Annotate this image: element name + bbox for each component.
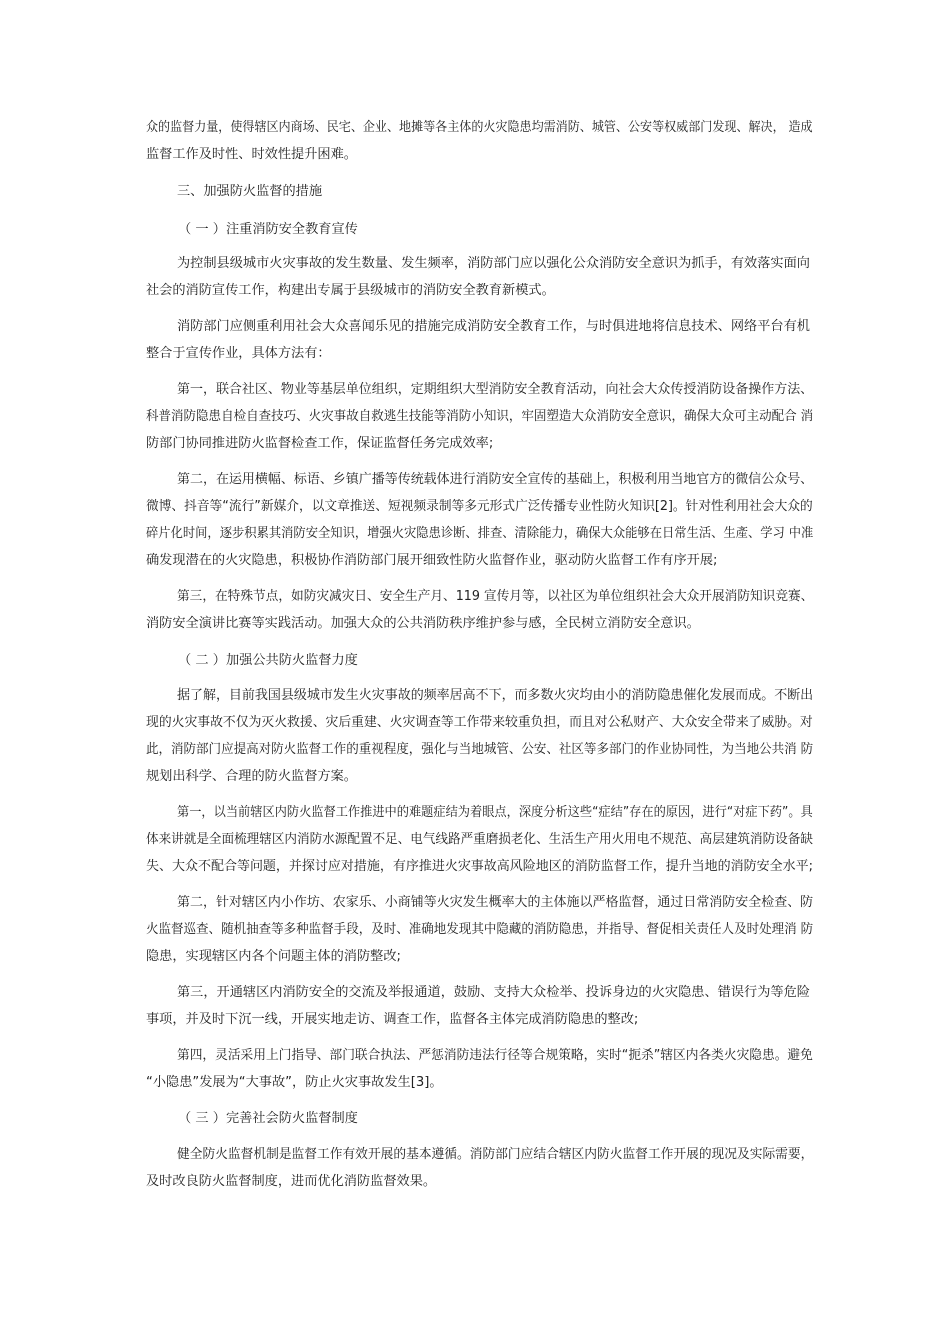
subsection-heading: （ 三 ）完善社会防火监督制度 (178, 1111, 358, 1126)
body-text-line: 规划出科学、合理的防火监督方案。 (146, 769, 357, 784)
body-text-line: 健全防火监督机制是监督工作有效开展的基本遵循。消防部门应结合辖区内防火监督工作开展的现况及实际需要， (177, 1147, 814, 1162)
body-text-line: 消防部门应侧重利用社会大众喜闻乐见的措施完成消防安全教育工作，与时俱进地将信息技术、网络平台有机 (177, 319, 810, 334)
body-text-line: 碎片化时间，逐步积累其消防安全知识，增强火灾隐患诊断、排查、清除能力，确保大众能够在日常生活、生產、学习 中准 (146, 526, 814, 541)
body-text-line: 火监督巡查、随机抽查等多种监督手段，及时、准确地发现其中隐藏的消防隐患，并指导、督促相关责任人及时处理消 防 (146, 922, 814, 937)
body-text-line: 整合于宣传作业，具体方法有： (146, 346, 331, 361)
body-text-line: 第三，开通辖区内消防安全的交流及举报通道，鼓励、支持大众检举、投诉身边的火灾隐患、错误行为等危险 (177, 985, 810, 1000)
body-text-line: 事项，并及时下沉一线，开展实地走访、调查工作，监督各主体完成消防隐患的整改; (146, 1012, 639, 1027)
section-heading: 三、加强防火监督的措施 (177, 184, 323, 199)
body-text-line: 第一，以当前辖区内防火监督工作推进中的难题症结为着眼点，深度分析这些“症结”存在的原因，进行“对症下药”。具 (177, 805, 813, 820)
body-text-line: 现的火灾事故不仅为灭火救援、灾后重建、火灾调查等工作带来较重负担，而且对公私财产、大众安全带来了威胁。对 (146, 715, 813, 730)
body-text-line: 监督工作及时性、时效性提升困难。 (146, 147, 357, 162)
body-text-line: 第二，在运用横幅、标语、乡镇广播等传统载体进行消防安全宣传的基础上，积极利用当地官方的微信公众号、 (177, 472, 814, 487)
body-text-line: 消防安全演讲比赛等实践活动。加强大众的公共消防秩序维护参与感，全民树立消防安全意识。 (146, 616, 700, 631)
body-text-line: 第一，联合社区、物业等基层单位组织，定期组织大型消防安全教育活动，向社会大众传授消防设备操作方法、 (177, 382, 814, 397)
body-text-line: 第二，针对辖区内小作坊、农家乐、小商铺等火灾发生概率大的主体施以严格监督，通过日常消防安全检查、防 (177, 895, 814, 910)
body-text-line: 防部门协同推进防火监督检查工作，保证监督任务完成效率; (146, 436, 494, 451)
subsection-heading: （ 一 ）注重消防安全教育宣传 (178, 222, 358, 237)
body-text-line: 此，消防部门应提高对防火监督工作的重视程度，强化与当地城管、公安、社区等多部门的作业协同性，为当地公共消 防 (146, 742, 814, 757)
body-text-line: 确发现潜在的火灾隐患，积极协作消防部门展开细致性防火监督作业，驱动防火监督工作有序开展; (146, 553, 718, 568)
body-text-line: 科普消防隐患自检自查技巧、火灾事故自救逃生技能等消防小知识，牢固塑造大众消防安全意识，确保大众可主动配合 消 (146, 409, 814, 424)
body-text-line: 众的监督力量，使得辖区内商场、民宅、企业、地摊等各主体的火灾隐患均需消防、城管、公安等权威部门发现、解决， 造成 (146, 120, 813, 135)
body-text-line: 据了解，目前我国县级城市发生火灾事故的频率居高不下，而多数火灾均由小的消防隐患催化发展而成。不断出 (177, 688, 814, 703)
body-text-line: 第四，灵活采用上门指导、部门联合执法、严惩消防违法行径等合规策略，实时“扼杀”辖区内各类火灾隐患。避免 (177, 1048, 813, 1063)
subsection-heading: （ 二 ）加强公共防火监督力度 (178, 653, 358, 668)
body-text-line: 隐患，实现辖区内各个问题主体的消防整改; (146, 949, 402, 964)
body-text-line: 失、大众不配合等问题，并探讨应对措施，有序推进火灾事故高风险地区的消防监督工作，提升当地的消防安全水平; (146, 859, 813, 874)
body-text-line: 及时改良防火监督制度，进而优化消防监督效果。 (146, 1174, 437, 1189)
body-text-line: 体来讲就是全面梳理辖区内消防水源配置不足、电气线路严重磨损老化、生活生产用火用电不规范、高层建筑消防设备缺 (146, 832, 813, 847)
body-text-line: 微博、抖音等“流行”新媒介，以文章推送、短视频录制等多元形式广泛传播专业性防火知识[2]。针对性利用社会大众的 (146, 499, 813, 514)
body-text-line: 社会的消防宣传工作，构建出专属于县级城市的消防安全教育新模式。 (146, 283, 555, 298)
body-text-line: “小隐患”发展为“大事故”，防止火灾事故发生[3]。 (146, 1075, 443, 1090)
body-text-line: 为控制县级城市火灾事故的发生数量、发生频率，消防部门应以强化公众消防安全意识为抓手，有效落实面向 (177, 256, 810, 271)
body-text-line: 第三，在特殊节点，如防灾减灾日、安全生产月、119 宣传月等，以社区为单位组织社会大众开展消防知识竞赛、 (177, 589, 814, 604)
